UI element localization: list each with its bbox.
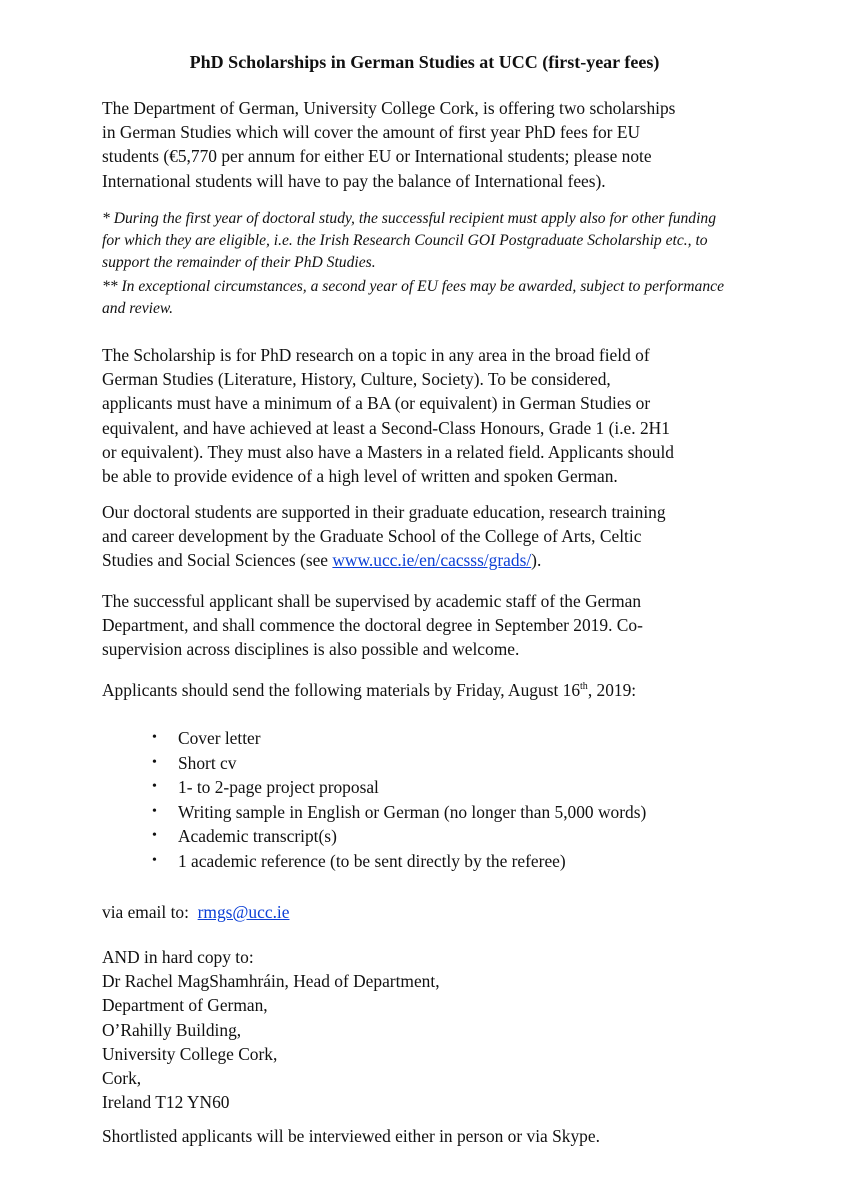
intro-line: in German Studies which will cover the amount of first year PhD fees for EU [102,122,641,143]
funding-note-line: support the remainder of their PhD Studies. [102,254,376,271]
graduate-school-link[interactable]: www.ucc.ie/en/cacsss/grads/ [332,550,532,571]
application-deadline [102,678,762,702]
list-item [152,824,646,849]
eligibility-line: The Scholarship is for PhD research on a topic in any area in the broad field of [102,345,650,365]
email-line [102,900,762,924]
hard-copy-address [102,945,762,1114]
second-year-note-line: and review. [102,300,174,317]
intro-paragraph [102,96,762,193]
material-label: 1- to 2-page project proposal [178,777,379,798]
closing-note: Shortlisted applicants will be interviewed either in person or via Skype. [102,1126,600,1146]
address-line: University College Cork, [102,1043,278,1064]
document-title: PhD Scholarships in German Studies at UCC (first-year fees) [189,52,660,72]
list-item [152,800,646,825]
intro-line: The Department of German, University College Cork, is offering two scholarships [102,98,676,118]
funding-note [102,208,782,274]
funding-note-line: for which they are eligible, i.e. the Irish Research Council GOI Postgraduate Scholarship etc., to [102,232,708,249]
address-line: AND in hard copy to: [102,947,254,967]
supervision-line: The successful applicant shall be supervised by academic staff of the German [102,591,642,611]
support-line [102,548,762,572]
support-paragraph [102,500,762,573]
second-year-note-line: ** In exceptional circumstances, a second year of EU fees may be awarded, subject to performance [102,278,724,295]
eligibility-paragraph [102,343,762,488]
material-label: Writing sample in English or German (no longer than 5,000 words) [178,801,647,822]
funding-note-line: * During the first year of doctoral study, the successful recipient must apply also for other funding [102,210,717,227]
support-line-prefix: Studies and Social Sciences (see [102,550,333,571]
intro-line: students (€5,770 per annum for either EU or International students; please note [102,146,652,167]
supervision-paragraph [102,589,762,662]
address-line: O’Rahilly Building, [102,1019,242,1040]
address-line: Dr Rachel MagShamhráin, Head of Department, [102,971,440,992]
email-link[interactable]: rmgs@ucc.ie [197,902,290,922]
email-label: via email to: [102,902,189,922]
bullet-icon: • [152,754,157,770]
eligibility-line: German Studies (Literature, History, Culture, Society). To be considered, [102,369,611,390]
list-item [152,849,646,874]
bullet-icon: • [152,852,157,868]
support-line-suffix: ). [531,550,542,571]
eligibility-line: or equivalent). They must also have a Masters in a related field. Applicants should [102,441,674,462]
list-item [152,726,646,751]
material-label: Academic transcript(s) [178,826,337,847]
material-label: Cover letter [178,728,261,748]
material-label: Short cv [178,752,237,773]
material-label: 1 academic reference (to be sent directly by the referee) [178,850,566,871]
bullet-icon: • [152,828,157,844]
deadline-prefix: Applicants should send the following materials by Friday, August 16 [102,680,581,700]
address-line: Cork, [102,1068,142,1089]
eligibility-line: applicants must have a minimum of a BA (or equivalent) in German Studies or [102,393,651,414]
intro-line: International students will have to pay the balance of International fees). [102,170,606,191]
supervision-line: supervision across disciplines is also possible and welcome. [102,639,520,660]
bullet-icon: • [152,779,157,795]
second-year-note [102,276,782,320]
bullet-icon: • [152,730,157,745]
eligibility-line: equivalent, and have achieved at least a Second-Class Honours, Grade 1 (i.e. 2H1 [102,417,670,438]
eligibility-line: be able to provide evidence of a high level of written and spoken German. [102,466,618,487]
materials-list [152,726,646,874]
address-line: Ireland T12 YN60 [102,1092,230,1113]
bullet-icon: • [152,803,157,819]
support-line: and career development by the Graduate School of the College of Arts, Celtic [102,526,642,547]
deadline-ordinal: th [580,681,588,693]
supervision-line: Department, and shall commence the doctoral degree in September 2019. Co- [102,615,643,636]
support-line: Our doctoral students are supported in their graduate education, research training [102,502,666,522]
address-line: Department of German, [102,995,268,1016]
list-item [152,775,646,800]
list-item [152,751,646,776]
deadline-suffix: , 2019: [587,680,637,700]
